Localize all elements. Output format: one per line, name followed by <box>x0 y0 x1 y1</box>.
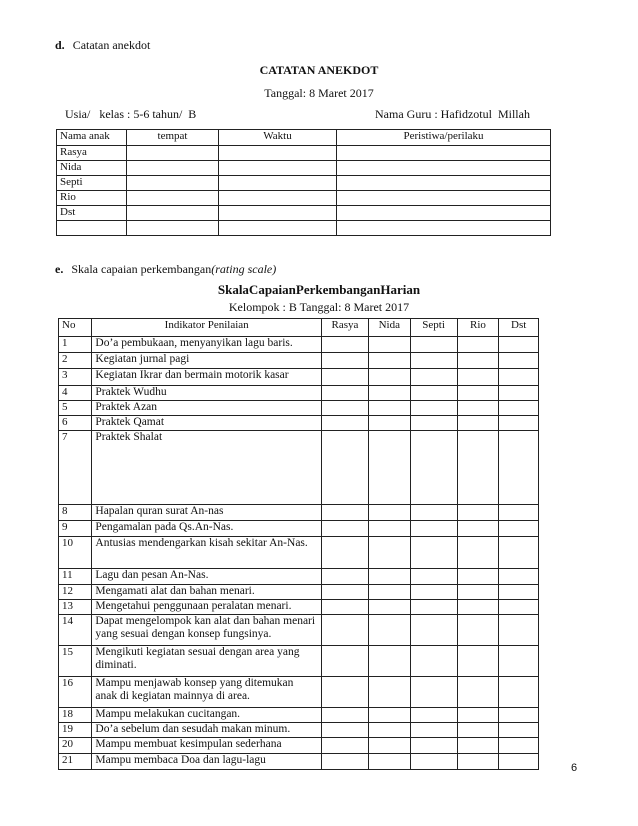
scale-col-dst: Dst <box>499 319 539 337</box>
rating-cell <box>457 646 499 677</box>
indicator-number: 14 <box>59 615 92 646</box>
section-d-title: Catatan anekdot <box>72 38 151 52</box>
cell <box>337 221 551 236</box>
rating-cell <box>499 337 539 353</box>
rating-cell <box>499 738 539 754</box>
section-e-title: Skala capaian perkembangan <box>71 262 212 276</box>
indicator-number: 8 <box>59 505 92 521</box>
child-name: Rasya <box>57 146 127 161</box>
rating-cell <box>368 585 410 600</box>
anekdot-heading: CATATAN ANEKDOT <box>259 63 379 77</box>
table-row <box>57 221 551 236</box>
rating-cell <box>499 416 539 431</box>
indicator-number: 2 <box>59 353 92 369</box>
rating-cell <box>321 416 368 431</box>
indicator-text: Kegiatan jurnal pagi <box>92 353 322 369</box>
cell <box>127 221 219 236</box>
rating-cell <box>321 337 368 353</box>
table-row <box>57 161 551 176</box>
indicator-number: 16 <box>59 677 92 708</box>
anekdot-col-place: tempat <box>127 130 219 146</box>
rating-cell <box>410 585 457 600</box>
rating-cell <box>499 401 539 416</box>
table-row <box>59 431 539 505</box>
table-row <box>59 738 539 754</box>
rating-cell <box>457 337 499 353</box>
rating-cell <box>457 754 499 770</box>
table-row <box>59 708 539 723</box>
rating-cell <box>368 386 410 401</box>
indicator-number: 18 <box>59 708 92 723</box>
table-row <box>59 505 539 521</box>
rating-cell <box>321 537 368 569</box>
table-row <box>59 353 539 369</box>
rating-cell <box>499 431 539 505</box>
rating-cell <box>368 416 410 431</box>
rating-cell <box>321 369 368 386</box>
rating-cell <box>499 754 539 770</box>
cell <box>219 191 337 206</box>
rating-cell <box>368 569 410 585</box>
rating-cell <box>499 677 539 708</box>
rating-cell <box>499 600 539 615</box>
cell <box>337 146 551 161</box>
rating-cell <box>410 569 457 585</box>
rating-cell <box>321 677 368 708</box>
rating-cell <box>410 600 457 615</box>
table-row <box>59 646 539 677</box>
rating-cell <box>457 401 499 416</box>
anekdot-col-name: Nama anak <box>57 130 127 146</box>
rating-cell <box>499 505 539 521</box>
rating-cell <box>321 505 368 521</box>
indicator-text: Praktek Shalat <box>92 431 322 505</box>
indicator-number: 6 <box>59 416 92 431</box>
table-row <box>59 416 539 431</box>
table-row <box>57 206 551 221</box>
rating-cell <box>321 401 368 416</box>
rating-cell <box>368 677 410 708</box>
indicator-text: Mampu melakukan cucitangan. <box>92 708 322 723</box>
indicator-number: 4 <box>59 386 92 401</box>
rating-cell <box>457 723 499 738</box>
rating-cell <box>321 386 368 401</box>
rating-cell <box>410 738 457 754</box>
indicator-text: Mampu menjawab konsep yang ditemukan anak di kegiatan mainnya di area. <box>92 677 322 708</box>
rating-cell <box>321 754 368 770</box>
table-row <box>59 369 539 386</box>
indicator-number: 15 <box>59 646 92 677</box>
indicator-text: Hapalan quran surat An-nas <box>92 505 322 521</box>
rating-cell <box>457 708 499 723</box>
rating-cell <box>499 569 539 585</box>
cell <box>337 176 551 191</box>
rating-cell <box>457 431 499 505</box>
anekdot-date: Tanggal: 8 Maret 2017 <box>264 86 374 100</box>
table-row <box>59 401 539 416</box>
table-row <box>59 569 539 585</box>
rating-cell <box>410 401 457 416</box>
table-row <box>59 537 539 569</box>
indicator-text: Kegiatan Ikrar dan bermain motorik kasar <box>92 369 322 386</box>
rating-cell <box>321 615 368 646</box>
table-row <box>57 146 551 161</box>
rating-cell <box>457 353 499 369</box>
anekdot-teacher: Nama Guru : Hafidzotul Millah <box>375 107 530 121</box>
rating-cell <box>499 353 539 369</box>
rating-cell <box>457 505 499 521</box>
indicator-text: Dapat mengelompok kan alat dan bahan menari yang sesuai dengan konsep fungsinya. <box>92 615 322 646</box>
cell <box>219 206 337 221</box>
cell <box>127 161 219 176</box>
rating-cell <box>410 723 457 738</box>
table-row <box>59 521 539 537</box>
indicator-number: 3 <box>59 369 92 386</box>
indicator-number: 13 <box>59 600 92 615</box>
rating-cell <box>368 615 410 646</box>
indicator-text: Praktek Wudhu <box>92 386 322 401</box>
rating-cell <box>499 521 539 537</box>
rating-cell <box>368 369 410 386</box>
rating-cell <box>321 585 368 600</box>
rating-cell <box>410 615 457 646</box>
section-e-letter: e. <box>55 262 64 276</box>
table-row <box>59 677 539 708</box>
rating-cell <box>410 369 457 386</box>
indicator-text: Do’a sebelum dan sesudah makan minum. <box>92 723 322 738</box>
rating-cell <box>457 416 499 431</box>
indicator-text: Mengetahui penggunaan peralatan menari. <box>92 600 322 615</box>
indicator-text: Pengamalan pada Qs.An-Nas. <box>92 521 322 537</box>
indicator-text: Mampu membuat kesimpulan sederhana <box>92 738 322 754</box>
indicator-number: 11 <box>59 569 92 585</box>
rating-cell <box>499 585 539 600</box>
page-number: 6 <box>571 762 578 774</box>
rating-cell <box>499 708 539 723</box>
cell <box>127 176 219 191</box>
rating-cell <box>410 646 457 677</box>
rating-cell <box>368 431 410 505</box>
indicator-text: Mengamati alat dan bahan menari. <box>92 585 322 600</box>
rating-cell <box>457 537 499 569</box>
scale-table <box>58 318 539 770</box>
scale-col-rasya: Rasya <box>321 319 368 337</box>
scale-col-rio: Rio <box>457 319 499 337</box>
rating-cell <box>457 569 499 585</box>
indicator-number: 10 <box>59 537 92 569</box>
rating-cell <box>410 708 457 723</box>
child-name: Rio <box>57 191 127 206</box>
indicator-number: 5 <box>59 401 92 416</box>
rating-cell <box>368 600 410 615</box>
rating-cell <box>368 505 410 521</box>
cell <box>219 221 337 236</box>
cell <box>219 161 337 176</box>
section-e-heading <box>55 262 276 277</box>
rating-cell <box>410 337 457 353</box>
indicator-number: 1 <box>59 337 92 353</box>
rating-cell <box>368 337 410 353</box>
rating-cell <box>321 646 368 677</box>
rating-cell <box>499 646 539 677</box>
rating-cell <box>499 723 539 738</box>
cell <box>337 206 551 221</box>
rating-cell <box>457 369 499 386</box>
child-name: Nida <box>57 161 127 176</box>
scale-header-row <box>59 319 539 337</box>
rating-cell <box>368 754 410 770</box>
indicator-number: 19 <box>59 723 92 738</box>
rating-cell <box>410 416 457 431</box>
indicator-number: 7 <box>59 431 92 505</box>
table-row <box>57 176 551 191</box>
rating-cell <box>368 401 410 416</box>
cell <box>337 191 551 206</box>
rating-cell <box>499 369 539 386</box>
indicator-text: Antusias mendengarkan kisah sekitar An-Nas. <box>92 537 322 569</box>
rating-cell <box>368 537 410 569</box>
anekdot-col-event: Peristiwa/perilaku <box>337 130 551 146</box>
table-row <box>59 386 539 401</box>
anekdot-age-class: Usia/ kelas : 5-6 tahun/ B <box>65 107 197 121</box>
rating-cell <box>457 600 499 615</box>
cell <box>219 146 337 161</box>
rating-cell <box>368 521 410 537</box>
section-e-title-italic: (rating scale) <box>211 262 277 276</box>
cell <box>127 146 219 161</box>
rating-cell <box>368 353 410 369</box>
table-row <box>59 615 539 646</box>
rating-cell <box>410 537 457 569</box>
rating-cell <box>368 723 410 738</box>
scale-col-nida: Nida <box>368 319 410 337</box>
rating-cell <box>368 708 410 723</box>
indicator-text: Do’a pembukaan, menyanyikan lagu baris. <box>92 337 322 353</box>
indicator-number: 20 <box>59 738 92 754</box>
rating-cell <box>410 677 457 708</box>
rating-cell <box>410 505 457 521</box>
indicator-text: Praktek Azan <box>92 401 322 416</box>
indicator-text: Mampu membaca Doa dan lagu-lagu <box>92 754 322 770</box>
child-name: Dst <box>57 206 127 221</box>
rating-cell <box>321 353 368 369</box>
rating-cell <box>457 585 499 600</box>
rating-cell <box>410 386 457 401</box>
rating-cell <box>321 738 368 754</box>
rating-cell <box>321 431 368 505</box>
anekdot-header-row <box>57 130 551 146</box>
rating-cell <box>499 537 539 569</box>
anekdot-table <box>56 129 551 236</box>
table-row <box>59 600 539 615</box>
section-d-heading <box>55 38 150 53</box>
rating-cell <box>321 600 368 615</box>
scale-subheading: Kelompok : B Tanggal: 8 Maret 2017 <box>228 300 410 314</box>
table-row <box>59 754 539 770</box>
indicator-number: 9 <box>59 521 92 537</box>
rating-cell <box>321 521 368 537</box>
rating-cell <box>457 677 499 708</box>
indicator-text: Mengikuti kegiatan sesuai dengan area yang diminati. <box>92 646 322 677</box>
indicator-number: 21 <box>59 754 92 770</box>
scale-heading: SkalaCapaianPerkembanganHarian <box>217 282 421 297</box>
rating-cell <box>457 615 499 646</box>
rating-cell <box>457 386 499 401</box>
rating-cell <box>499 386 539 401</box>
rating-cell <box>321 569 368 585</box>
cell <box>219 176 337 191</box>
cell <box>127 206 219 221</box>
cell <box>127 191 219 206</box>
child-name <box>57 221 127 236</box>
scale-col-indicator: Indikator Penilaian <box>92 319 322 337</box>
indicator-text: Praktek Qamat <box>92 416 322 431</box>
rating-cell <box>457 738 499 754</box>
table-row <box>59 337 539 353</box>
rating-cell <box>410 353 457 369</box>
rating-cell <box>410 754 457 770</box>
section-d-letter: d. <box>55 38 65 52</box>
anekdot-col-time: Waktu <box>219 130 337 146</box>
table-row <box>57 191 551 206</box>
rating-cell <box>457 521 499 537</box>
rating-cell <box>499 615 539 646</box>
rating-cell <box>410 431 457 505</box>
rating-cell <box>368 738 410 754</box>
indicator-number: 12 <box>59 585 92 600</box>
rating-cell <box>410 521 457 537</box>
rating-cell <box>368 646 410 677</box>
table-row <box>59 723 539 738</box>
rating-cell <box>321 708 368 723</box>
rating-cell <box>321 723 368 738</box>
child-name: Septi <box>57 176 127 191</box>
scale-col-septi: Septi <box>410 319 457 337</box>
cell <box>337 161 551 176</box>
indicator-text: Lagu dan pesan An-Nas. <box>92 569 322 585</box>
table-row <box>59 585 539 600</box>
scale-col-no: No <box>59 319 92 337</box>
